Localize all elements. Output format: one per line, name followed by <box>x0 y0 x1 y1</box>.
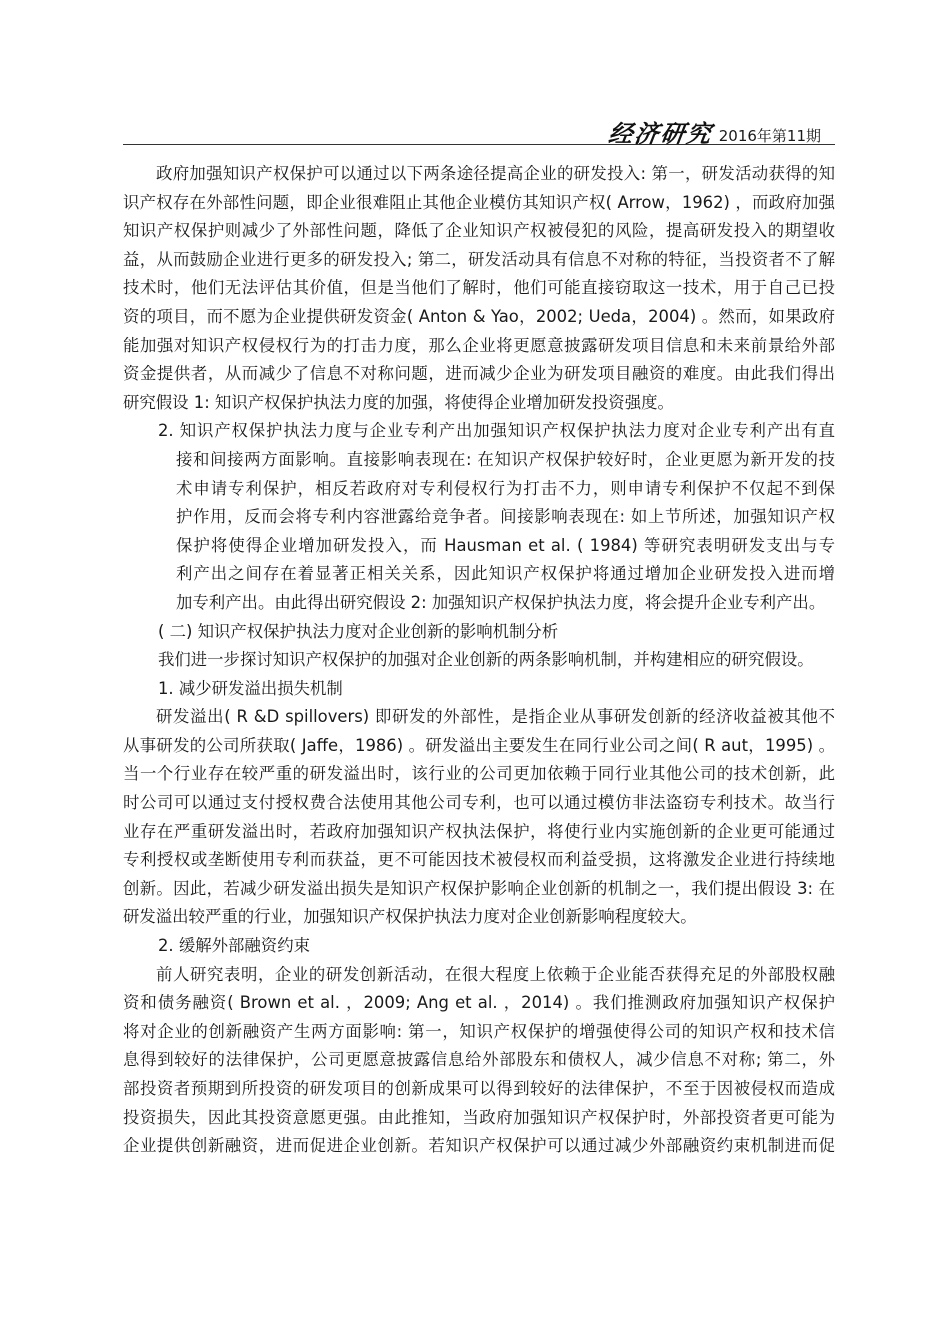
text-line: 识产权存在外部性问题，即企业很难阻止其他企业模仿其知识产权( Arrow，1962) ，而政府加强 <box>123 192 835 212</box>
text-line: 益，从而鼓励企业进行更多的研发投入; 第二，研发活动具有信息不对称的特征，当投资者不了解 <box>123 249 835 269</box>
section-heading <box>123 675 835 704</box>
text-line: 知识产权保护则减少了外部性问题，降低了企业知识产权被侵犯的风险，提高研发投入的期望收 <box>123 221 835 241</box>
text-line: 利产出之间存在着显著正相关关系，因此知识产权保护将通过增加企业研发投入进而增 <box>176 564 835 584</box>
text-line: 术申请专利保护，相反若政府对专利侵权行为打击不力，则申请专利保护不仅起不到保 <box>176 478 835 498</box>
text-line: 部投资者预期到所投资的研发项目的创新成果可以得到较好的法律保护，不至于因被侵权而造成 <box>123 1079 835 1098</box>
journal-logo: 经济研究 <box>606 119 715 148</box>
text-line: 政府加强知识产权保护可以通过以下两条途径提高企业的研发投入: 第一，研发活动获得的知 <box>156 164 835 183</box>
text-line: 研究假设 1: 知识产权保护执法力度的加强，将使得企业增加研发投资强度。 <box>123 392 674 412</box>
text-line: 能加强对知识产权侵权行为的打击力度，那么企业将更愿意披露研发项目信息和未来前景给外部 <box>123 335 835 355</box>
text-line: 2. 知识产权保护执法力度与企业专利产出加强知识产权保护执法力度对企业专利产出有直 <box>158 421 835 441</box>
text-line: 我们进一步探讨知识产权保护的加强对企业创新的两条影响机制，并构建相应的研究假设。 <box>158 650 814 670</box>
text-line: 业存在严重研发溢出时，若政府加强知识产权执法保护，将使行业内实施创新的企业更可能通过 <box>123 821 835 841</box>
text-line: 企业提供创新融资，进而促进企业创新。若知识产权保护可以通过减少外部融资约束机制进而促 <box>123 1136 835 1156</box>
text-line: 研发溢出( R &D spillovers) 即研发的外部性，是指企业从事研发创新的经济收益被其他不 <box>156 707 835 727</box>
text-line: 资的项目，而不愿为企业提供研发资金( Anton & Yao，2002; Ueda，2004) 。然而，如果政府 <box>123 306 835 326</box>
text-line: 时公司可以通过支付授权费合法使用其他公司专利，也可以通过模仿非法盗窃专利技术。故当行 <box>123 793 835 813</box>
text-line: 资金提供者，从而减少了信息不对称问题，进而减少企业为研发项目融资的难度。由此我们得出 <box>123 364 835 384</box>
section-heading <box>123 646 835 675</box>
running-header <box>123 114 835 148</box>
paragraph <box>123 703 835 932</box>
paragraph <box>123 961 835 1161</box>
text-line: ( 二) 知识产权保护执法力度对企业创新的影响机制分析 <box>158 621 559 641</box>
section-heading <box>123 932 835 961</box>
text-line: 加专利产出。由此得出研究假设 2: 加强知识产权保护执法力度，将会提升企业专利产出。 <box>176 592 826 612</box>
text-line: 1. 减少研发溢出损失机制 <box>158 678 343 698</box>
text-line: 从事研发的公司所获取( Jaffe，1986) 。研发溢出主要发生在同行业公司之间( R aut，1995) 。 <box>123 735 835 755</box>
text-line: 接和间接两方面影响。直接影响表现在: 在知识产权保护较好时，企业更愿为新开发的技 <box>176 449 835 469</box>
text-line: 创新。因此，若减少研发溢出损失是知识产权保护影响企业创新的机制之一，我们提出假设 3: 在 <box>123 878 835 898</box>
text-line: 专利授权或垄断使用专利而获益，更不可能因技术被侵权而利益受损，这将激发企业进行持续地 <box>123 850 835 870</box>
text-line: 息得到较好的法律保护，公司更愿意披露信息给外部股东和债权人，减少信息不对称; 第二，外 <box>123 1050 835 1070</box>
text-line: 护作用，反而会将专利内容泄露给竞争者。间接影响表现在: 如上节所述，加强知识产权 <box>176 507 835 527</box>
section-heading <box>123 618 835 647</box>
text-line: 投资损失，因此其投资意愿更强。由此推知，当政府加强知识产权保护时，外部投资者更可能为 <box>123 1107 835 1127</box>
text-line: 资和债务融资( Brown et al. ，2009; Ang et al. ，2014) 。我们推测政府加强知识产权保护 <box>123 993 835 1013</box>
issue-label: 2016年第11期 <box>718 127 821 145</box>
text-line: 2. 缓解外部融资约束 <box>158 936 310 956</box>
text-line: 技术时，他们无法评估其价值，但是当他们了解时，他们可能直接窃取这一技术，用于自己已投 <box>123 278 835 298</box>
text-line: 将对企业的创新融资产生两方面影响: 第一，知识产权保护的增强使得公司的知识产权和技术信 <box>123 1021 835 1041</box>
text-line: 研发溢出较严重的行业，加强知识产权保护执法力度对企业创新影响程度较大。 <box>123 907 697 927</box>
journal-info <box>606 114 821 149</box>
text-line: 保护将使得企业增加研发投入，而 Hausman et al. ( 1984) 等研究表明研发支出与专 <box>176 535 835 555</box>
paragraph <box>123 160 835 417</box>
text-line: 当一个行业存在较严重的研发溢出时，该行业的公司更加依赖于同行业其他公司的技术创新，此 <box>123 764 835 784</box>
text-line: 前人研究表明，企业的研发创新活动，在很大程度上依赖于企业能否获得充足的外部股权融 <box>156 964 835 984</box>
list-item <box>123 417 835 617</box>
article-body <box>123 160 835 1161</box>
